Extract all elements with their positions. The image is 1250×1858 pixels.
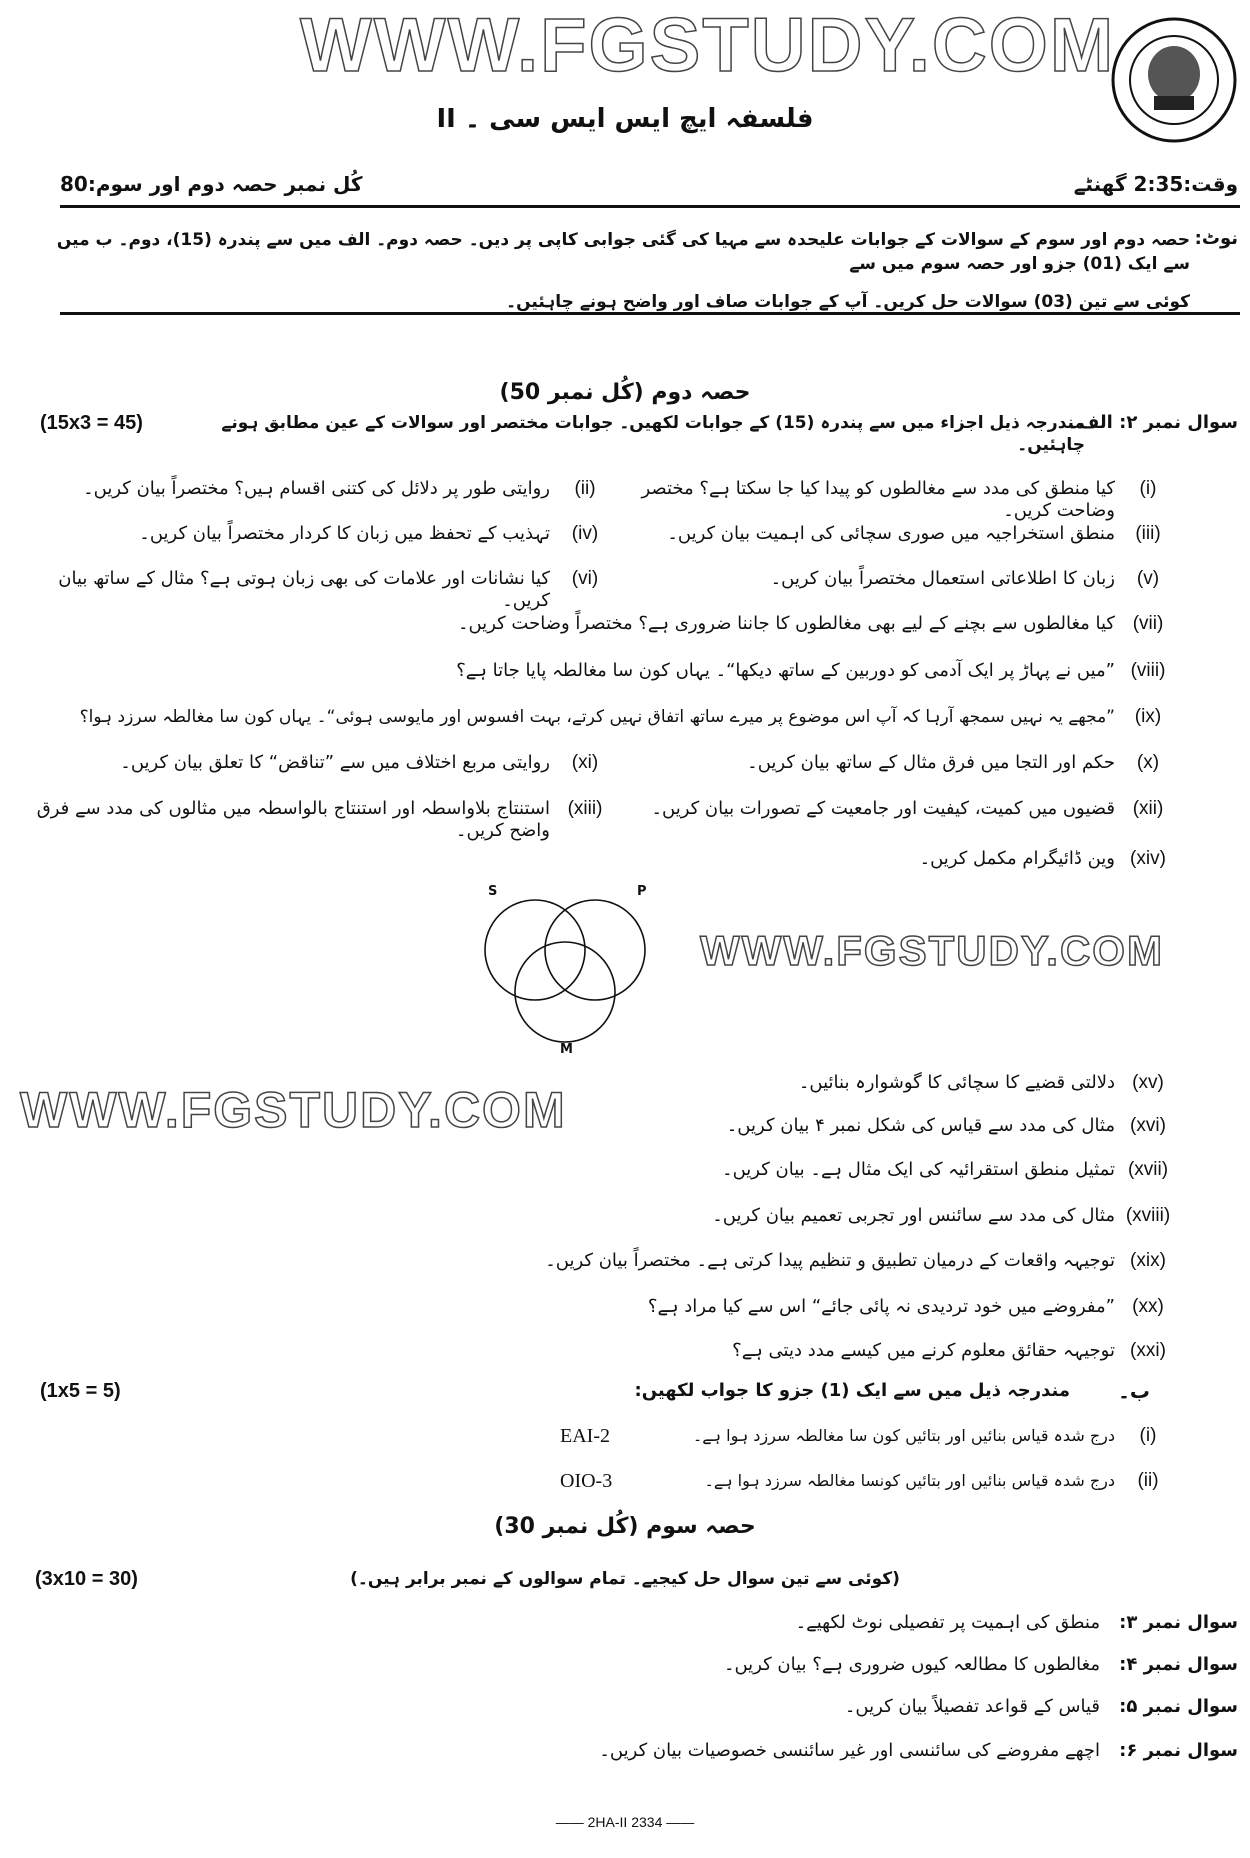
note-line-2: کوئی سے تین (03) سوالات حل کریں۔ آپ کے جوابات صاف اور واضح ہونے چاہئیں۔ [506, 292, 1190, 312]
question-row: (xvi) مثال کی مدد سے قیاس کی شکل نمبر ۴ بیان کریں۔ [726, 1115, 1166, 1136]
question-row: (xvii) تمثیل منطق استقرائیہ کی ایک مثال ہے۔ بیان کریں۔ [722, 1159, 1169, 1180]
question-row: سوال نمبر ۶: اچھے مفروضے کی سائنسی اور غیر سائنسی خصوصیات بیان کریں۔ [599, 1740, 1238, 1761]
question-row: (iii) منطق استخراجیہ میں صوری سچائی کی اہمیت بیان کریں۔ (iv) تہذیب کے تحفظ میں زبان کا کردار مختصراً بیان کریں۔ [139, 523, 1161, 544]
question-row: (xii) قضیوں میں کمیت، کیفیت اور جامعیت کے تصورات بیان کریں۔ (xiii) استنتاج بلاواسطہ اور استنتاج بالواسطہ میں مثالوں کی مدد سے فرق واضح کریں۔ [36, 798, 1164, 841]
venn-label-s: S [488, 884, 498, 899]
question-row: (xv) دلالتی قضیے کا سچائی کا گوشوارہ بنائیں۔ [798, 1072, 1164, 1093]
part-b-instruction: مندرجہ ذیل میں سے ایک (1) جزو کا جواب لکھیں: [634, 1380, 1070, 1401]
footer-code: —— 2HA-II 2334 —— [555, 1814, 695, 1830]
q2-label: سوال نمبر ۲: الف۔ [1067, 412, 1238, 433]
section-3-heading: حصہ سوم (کُل نمبر 30) [494, 1514, 756, 1539]
q2-instruction: مندرجہ ذیل اجزاء میں سے پندرہ (15) کے جوابات لکھیں۔ جوابات مختصر اور سوالات کے عین مطابق ہونے چاہئیں۔ [221, 413, 1085, 455]
question-row: (ii) درج شدہ قیاس بنائیں اور بتائیں کونسا مغالطہ سرزد ہوا ہے۔ OIO-3 [560, 1470, 1159, 1492]
question-row: (i) درج شدہ قیاس بنائیں اور بتائیں کون سا مغالطہ سرزد ہوا ہے۔ EAI-2 [560, 1425, 1157, 1447]
part-b-label: ب۔ [1118, 1379, 1150, 1403]
section-2-heading: حصہ دوم (کُل نمبر 50) [499, 380, 751, 405]
question-row: (x) حکم اور التجا میں فرق مثال کے ساتھ بیان کریں۔ (xi) روایتی مربع اختلاف میں سے ”تناقض“ کا تعلق بیان کریں۔ [120, 752, 1160, 773]
section-3-instruction: (کوئی سے تین سوال حل کیجیے۔ تمام سوالوں کے نمبر برابر ہیں۔) [350, 1569, 900, 1589]
q2-marks: (15x3 = 45) [40, 412, 143, 434]
question-row: (vii) کیا مغالطوں سے بچنے کے لیے بھی مغالطوں کا جاننا ضروری ہے؟ مختصراً وضاحت کریں۔ [457, 613, 1164, 634]
venn-diagram [455, 880, 675, 1055]
question-row: سوال نمبر ۳: منطق کی اہمیت پر تفصیلی نوٹ لکھیے۔ [795, 1612, 1238, 1633]
question-row: (i) کیا منطق کی مدد سے مغالطوں کو پیدا کیا جا سکتا ہے؟ مختصر وضاحت کریں۔ (ii) روایتی طور پر دلائل کی کتنی اقسام ہیں؟ مختصراً بیان کریں۔ [83, 478, 1157, 521]
question-row: (xiv) وین ڈائیگرام مکمل کریں۔ [919, 848, 1166, 869]
divider [60, 312, 1240, 315]
watermark: WWW.FGSTUDY.COM [700, 927, 1164, 974]
board-seal [1110, 16, 1238, 144]
question-row: سوال نمبر ۴: مغالطوں کا مطالعہ کیوں ضروری ہے؟ بیان کریں۔ [723, 1654, 1238, 1675]
note-label: نوٹ: [1194, 228, 1238, 249]
time-allowed: وقت:2:35 گھنٹے [1073, 172, 1238, 196]
syllogism-code: EAI-2 [560, 1425, 610, 1447]
note-line-1: حصہ دوم اور سوم کے سوالات کے جوابات علیحدہ سے مہیا کی گئی جوابی کاپی پر دیں۔ حصہ دوم۔ الف میں سے پندرہ (15)، دوم۔ ب میں سے ایک (01) جزو اور حصہ سوم میں سے [56, 230, 1190, 274]
exam-title: فلسفہ ایچ ایس ایس سی ۔ II [436, 104, 814, 134]
divider [60, 205, 1240, 208]
question-row: (xx) ”مفروضے میں خود تردیدی نہ پائی جائے“ اس سے کیا مراد ہے؟ [647, 1296, 1164, 1317]
section-3-marks: (3x10 = 30) [35, 1568, 138, 1590]
question-row: (v) زبان کا اطلاعاتی استعمال مختصراً بیان کریں۔ (vi) کیا نشانات اور علامات کی بھی زبان ہوتی ہے؟ مثال کے ساتھ بیان کریں۔ [58, 568, 1160, 611]
question-row: (viii) ”میں نے پہاڑ پر ایک آدمی کو دوربین کے ساتھ دیکھا“۔ یہاں کون سا مغالطہ پایا جاتا ہے؟ [456, 660, 1166, 681]
question-row: (ix) ”مجھے یہ نہیں سمجھ آرہا کہ آپ اس موضوع پر میرے ساتھ اتفاق نہیں کرتے، بہت افسوس اور مایوسی ہوئی“۔ یہاں کون سا مغالطہ سرزد ہوا؟ [79, 706, 1162, 727]
syllogism-code: OIO-3 [560, 1470, 613, 1492]
question-row: (xxi) توجیہہ حقائق معلوم کرنے میں کیسے مدد دیتی ہے؟ [732, 1340, 1166, 1361]
venn-label-p: P [637, 884, 647, 899]
note-block [30, 228, 1190, 314]
watermark: WWW.FGSTUDY.COM [20, 1082, 567, 1138]
watermark: WWW.FGSTUDY.COM [300, 3, 1116, 88]
question-row: (xviii) مثال کی مدد سے سائنس اور تجربی تعمیم بیان کریں۔ [712, 1205, 1171, 1226]
part-b-marks: (1x5 = 5) [40, 1380, 121, 1402]
venn-label-m: M [560, 1042, 573, 1057]
question-row: (xix) توجیہہ واقعات کے درمیان تطبیق و تنظیم پیدا کرتی ہے۔ مختصراً بیان کریں۔ [545, 1250, 1166, 1271]
total-marks: کُل نمبر حصہ دوم اور سوم:80 [60, 172, 363, 196]
question-row: سوال نمبر ۵: قیاس کے قواعد تفصیلاً بیان کریں۔ [844, 1696, 1238, 1717]
